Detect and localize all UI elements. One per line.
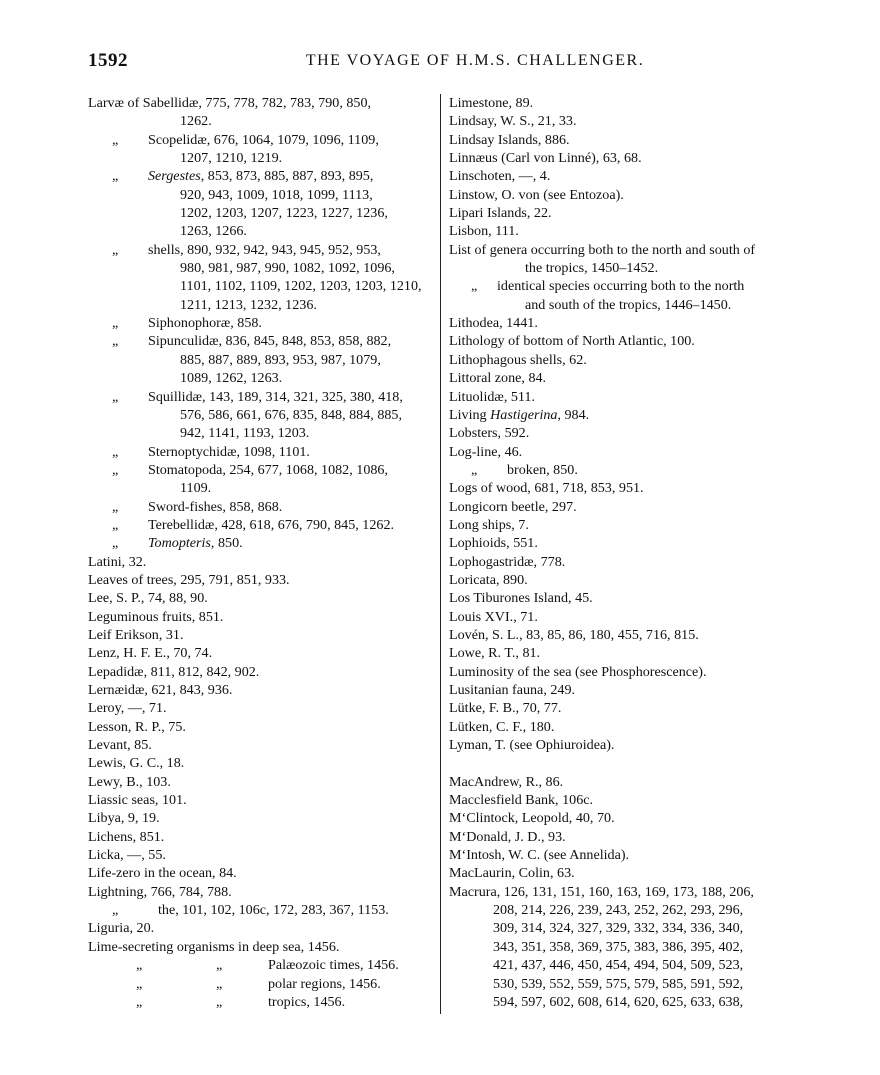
entry-text: Los Tiburones Island, 45. bbox=[449, 590, 593, 607]
entry-text: Lütke, F. B., 70, 77. bbox=[449, 700, 562, 717]
entry-text: and south of the tropics, 1446–1450. bbox=[525, 296, 732, 313]
index-entry-line bbox=[449, 846, 799, 864]
entry-text: Lisbon, 111. bbox=[449, 223, 519, 240]
entry-text: Leguminous fruits, 851. bbox=[88, 608, 224, 625]
entry-text: Luminosity of the sea (see Phosphorescence). bbox=[449, 663, 707, 680]
entry-text: Larvæ of Sabellidæ, 775, 778, 782, 783, 790, 850, bbox=[88, 95, 372, 111]
index-entry-line bbox=[449, 222, 799, 240]
index-entry-line bbox=[88, 736, 438, 754]
entry-text: 1089, 1262, 1263. bbox=[180, 370, 283, 387]
entry-text: 885, 887, 889, 893, 953, 987, 1079, bbox=[180, 351, 381, 368]
entry-text: Lee, S. P., 74, 88, 90. bbox=[88, 590, 208, 607]
index-entry-line bbox=[449, 369, 799, 387]
entry-text: Sergestes, 853, 873, 885, 887, 893, 895, bbox=[148, 168, 374, 185]
entry-text: 309, 314, 324, 327, 329, 332, 334, 336, 340, bbox=[493, 920, 744, 937]
index-entry-line bbox=[449, 919, 799, 937]
entry-text: 208, 214, 226, 239, 243, 252, 262, 293, 296, bbox=[493, 902, 744, 919]
index-entry-line bbox=[88, 369, 438, 387]
entry-text: identical species occurring both to the north bbox=[497, 278, 745, 295]
entry-text: tropics, 1456. bbox=[268, 993, 346, 1010]
entry-text: Sword-fishes, 858, 868. bbox=[148, 498, 283, 515]
index-entry-line bbox=[449, 131, 799, 149]
entry-italic: Hastigerina bbox=[490, 406, 558, 423]
entry-pages: , 850. bbox=[210, 535, 243, 552]
index-entry-line bbox=[88, 534, 438, 552]
ditto-mark: „ bbox=[471, 278, 478, 295]
entry-text: Lindsay Islands, 886. bbox=[449, 131, 570, 148]
index-entry-line bbox=[449, 241, 799, 259]
index-entry-line bbox=[449, 186, 799, 204]
entry-text: Liguria, 20. bbox=[88, 920, 155, 937]
index-entry-line bbox=[449, 406, 799, 424]
entry-text: Life-zero in the ocean, 84. bbox=[88, 865, 237, 882]
index-entry-line bbox=[88, 443, 438, 461]
entry-text: Limestone, 89. bbox=[449, 95, 534, 111]
entry-text: Louis XVI., 71. bbox=[449, 608, 538, 625]
entry-text: 980, 981, 987, 990, 1082, 1092, 1096, bbox=[180, 260, 395, 277]
index-entry-line bbox=[449, 94, 799, 112]
index-entry-line bbox=[88, 718, 438, 736]
entry-text: polar regions, 1456. bbox=[268, 975, 381, 992]
ditto-mark: „ bbox=[112, 535, 119, 552]
index-entry-line bbox=[449, 644, 799, 662]
index-entry-line bbox=[88, 846, 438, 864]
index-entry-line bbox=[449, 314, 799, 332]
index-entry-line bbox=[88, 204, 438, 222]
index-entry-line bbox=[449, 938, 799, 956]
entry-text: Macrura, 126, 131, 151, 160, 163, 169, 173, 188, 206, bbox=[449, 883, 754, 900]
index-entry-line bbox=[449, 332, 799, 350]
index-entry-line bbox=[449, 259, 799, 277]
index-entry-line bbox=[88, 259, 438, 277]
entry-text: Lewis, G. C., 18. bbox=[88, 755, 185, 772]
ditto-mark: „ bbox=[136, 975, 143, 992]
ditto-mark: „ bbox=[112, 902, 119, 919]
index-entry-line bbox=[88, 479, 438, 497]
entry-text: Lepadidæ, 811, 812, 842, 902. bbox=[88, 663, 260, 680]
entry-text: the, 101, 102, 106c, 172, 283, 367, 1153. bbox=[158, 902, 389, 919]
entry-text: Littoral zone, 84. bbox=[449, 370, 547, 387]
entry-text: Liassic seas, 101. bbox=[88, 792, 187, 809]
ditto-mark: „ bbox=[216, 993, 223, 1010]
ditto-mark: „ bbox=[112, 516, 119, 533]
index-entry-line bbox=[88, 864, 438, 882]
index-entry-line bbox=[449, 791, 799, 809]
index-entry-line bbox=[88, 277, 438, 295]
entry-text: 594, 597, 602, 608, 614, 620, 625, 633, 638, bbox=[493, 993, 744, 1010]
index-entry-line bbox=[88, 516, 438, 534]
entry-text: Log-line, 46. bbox=[449, 443, 523, 460]
entry-text: 1109. bbox=[180, 480, 212, 497]
index-entry-line bbox=[449, 883, 799, 901]
index-entry-line bbox=[449, 296, 799, 314]
entry-text: 1207, 1210, 1219. bbox=[180, 150, 283, 167]
index-entry-line bbox=[449, 277, 799, 295]
ditto-mark: „ bbox=[112, 498, 119, 515]
index-entry-line bbox=[449, 663, 799, 681]
entry-text: Leroy, —, 71. bbox=[88, 700, 167, 717]
ditto-mark: „ bbox=[471, 461, 478, 478]
index-entry-line bbox=[449, 901, 799, 919]
ditto-mark: „ bbox=[136, 957, 143, 974]
entry-text: 343, 351, 358, 369, 375, 383, 386, 395, 402, bbox=[493, 938, 744, 955]
entry-text: Longicorn beetle, 297. bbox=[449, 498, 577, 515]
index-entry-line bbox=[449, 626, 799, 644]
index-entry-line bbox=[88, 663, 438, 681]
index-entry-line bbox=[88, 186, 438, 204]
index-entry-line bbox=[449, 553, 799, 571]
index-entry-line bbox=[449, 351, 799, 369]
page-header bbox=[88, 50, 792, 76]
index-entry-line bbox=[449, 516, 799, 534]
index-entry-line bbox=[88, 461, 438, 479]
entry-text: 576, 586, 661, 676, 835, 848, 884, 885, bbox=[180, 406, 402, 423]
entry-text: Lituolidæ, 511. bbox=[449, 388, 536, 405]
entry-text: Leaves of trees, 295, 791, 851, 933. bbox=[88, 571, 290, 588]
entry-text: Lithology of bottom of North Atlantic, 100. bbox=[449, 333, 695, 350]
entry-text: the tropics, 1450–1452. bbox=[525, 260, 659, 277]
entry-text: 530, 539, 552, 559, 575, 579, 585, 591, 592, bbox=[493, 975, 744, 992]
index-entry-line bbox=[88, 791, 438, 809]
index-entry-line bbox=[449, 809, 799, 827]
entry-text: Levant, 85. bbox=[88, 737, 152, 754]
entry-text: Lindsay, W. S., 21, 33. bbox=[449, 113, 577, 130]
entry-text: 1262. bbox=[180, 113, 212, 130]
index-entry-line bbox=[88, 956, 438, 974]
entry-text: broken, 850. bbox=[507, 461, 578, 478]
index-entry-line bbox=[449, 424, 799, 442]
index-entry-line bbox=[449, 975, 799, 993]
ditto-mark: „ bbox=[136, 993, 143, 1010]
entry-text: Lichens, 851. bbox=[88, 828, 165, 845]
entry-text: M‘Intosh, W. C. (see Annelida). bbox=[449, 847, 630, 864]
index-entry-line bbox=[88, 644, 438, 662]
ditto-mark: „ bbox=[112, 461, 119, 478]
index-entry-line bbox=[88, 901, 438, 919]
entry-text: 1263, 1266. bbox=[180, 223, 247, 240]
index-entry-line bbox=[88, 919, 438, 937]
entry-text: Living Hastigerina, 984. bbox=[449, 406, 590, 423]
index-entry-line bbox=[88, 498, 438, 516]
entry-text: Linschoten, —, 4. bbox=[449, 168, 551, 185]
entry-text: MacAndrew, R., 86. bbox=[449, 773, 564, 790]
index-entry-line bbox=[449, 699, 799, 717]
index-entry-line bbox=[88, 589, 438, 607]
entry-text: Lipari Islands, 22. bbox=[449, 205, 552, 222]
ditto-mark: „ bbox=[216, 975, 223, 992]
index-entry-line bbox=[449, 112, 799, 130]
entry-text: Lovén, S. L., 83, 85, 86, 180, 455, 716, 815. bbox=[449, 626, 699, 643]
section-gap bbox=[449, 754, 799, 772]
entry-text: Scopelidæ, 676, 1064, 1079, 1096, 1109, bbox=[148, 131, 379, 148]
index-entry-line bbox=[88, 553, 438, 571]
entry-text: Tomopteris, 850. bbox=[148, 535, 243, 552]
index-entry-line bbox=[449, 204, 799, 222]
index-entry-line bbox=[449, 828, 799, 846]
index-entry-line bbox=[88, 938, 438, 956]
index-entry-line bbox=[88, 699, 438, 717]
entry-text: Lophogastridæ, 778. bbox=[449, 553, 566, 570]
entry-text: 1101, 1102, 1109, 1202, 1203, 1203, 1210, bbox=[180, 278, 422, 295]
index-entry-line bbox=[88, 149, 438, 167]
ditto-mark: „ bbox=[112, 315, 119, 332]
index-entry-line bbox=[449, 589, 799, 607]
ditto-mark: „ bbox=[216, 957, 223, 974]
entry-text: M‘Donald, J. D., 93. bbox=[449, 828, 566, 845]
entry-text: Lightning, 766, 784, 788. bbox=[88, 883, 232, 900]
ditto-mark: „ bbox=[112, 388, 119, 405]
index-column-right bbox=[449, 94, 799, 1011]
entry-pages: , 984. bbox=[557, 406, 590, 423]
entry-text: Lernæidæ, 621, 843, 936. bbox=[88, 682, 233, 698]
index-entry-line bbox=[449, 956, 799, 974]
entry-text: Lusitanian fauna, 249. bbox=[449, 682, 576, 698]
index-entry-line bbox=[88, 975, 438, 993]
ditto-mark: „ bbox=[112, 241, 119, 258]
entry-text: Sipunculidæ, 836, 845, 848, 853, 858, 882, bbox=[148, 333, 392, 350]
index-entry-line bbox=[88, 626, 438, 644]
index-entry-line bbox=[449, 608, 799, 626]
index-entry-line bbox=[88, 314, 438, 332]
index-entry-line bbox=[88, 883, 438, 901]
entry-text: 1202, 1203, 1207, 1223, 1227, 1236, bbox=[180, 205, 388, 222]
entry-text: Lithophagous shells, 62. bbox=[449, 351, 587, 368]
ditto-mark: „ bbox=[112, 333, 119, 350]
index-entry-line bbox=[88, 571, 438, 589]
index-entry-line bbox=[449, 736, 799, 754]
index-entry-line bbox=[88, 351, 438, 369]
index-column-left bbox=[88, 94, 438, 1011]
index-entry-line bbox=[88, 131, 438, 149]
entry-text: shells, 890, 932, 942, 943, 945, 952, 953, bbox=[148, 241, 381, 258]
index-entry-line bbox=[449, 773, 799, 791]
entry-text: Lewy, B., 103. bbox=[88, 773, 171, 790]
index-entry-line bbox=[449, 479, 799, 497]
running-title: THE VOYAGE OF H.M.S. CHALLENGER. bbox=[305, 52, 645, 69]
entry-text: 421, 437, 446, 450, 454, 494, 504, 509, 523, bbox=[493, 957, 744, 974]
index-entry-line bbox=[449, 681, 799, 699]
index-entry-line bbox=[449, 388, 799, 406]
index-entry-line bbox=[88, 406, 438, 424]
index-entry-line bbox=[88, 241, 438, 259]
entry-text: Lütken, C. F., 180. bbox=[449, 718, 555, 735]
index-entry-line bbox=[88, 112, 438, 130]
index-entry-line bbox=[449, 718, 799, 736]
entry-text: Lime-secreting organisms in deep sea, 1456. bbox=[88, 938, 340, 955]
index-entry-line bbox=[88, 167, 438, 185]
entry-text: Lenz, H. F. E., 70, 74. bbox=[88, 645, 213, 662]
entry-text: Linstow, O. von (see Entozoa). bbox=[449, 186, 624, 203]
entry-text: Logs of wood, 681, 718, 853, 951. bbox=[449, 480, 644, 497]
page-number: 1592 bbox=[88, 50, 128, 71]
index-entry-line bbox=[449, 498, 799, 516]
entry-pages: , 853, 873, 885, 887, 893, 895, bbox=[200, 168, 374, 185]
entry-text: Linnæus (Carl von Linné), 63, 68. bbox=[449, 150, 642, 167]
index-entry-line bbox=[88, 424, 438, 442]
index-entry-line bbox=[88, 388, 438, 406]
index-entry-line bbox=[88, 222, 438, 240]
entry-text: Loricata, 890. bbox=[449, 571, 528, 588]
index-entry-line bbox=[449, 534, 799, 552]
entry-text: Leif Erikson, 31. bbox=[88, 626, 184, 643]
entry-text: 1211, 1213, 1232, 1236. bbox=[180, 296, 317, 313]
entry-text: Macclesfield Bank, 106c. bbox=[449, 792, 594, 809]
entry-text: Lithodea, 1441. bbox=[449, 315, 538, 332]
ditto-mark: „ bbox=[112, 131, 119, 148]
entry-text: Lophioids, 551. bbox=[449, 535, 538, 552]
ditto-mark: „ bbox=[112, 168, 119, 185]
entry-text: Lesson, R. P., 75. bbox=[88, 718, 186, 735]
entry-text: Stomatopoda, 254, 677, 1068, 1082, 1086, bbox=[148, 461, 388, 478]
entry-text: Libya, 9, 19. bbox=[88, 810, 160, 827]
index-entry-line bbox=[449, 993, 799, 1011]
column-divider bbox=[440, 94, 441, 1014]
index-entry-line bbox=[449, 571, 799, 589]
entry-text: Lowe, R. T., 81. bbox=[449, 645, 541, 662]
index-entry-line bbox=[88, 773, 438, 791]
entry-text: Lyman, T. (see Ophiuroidea). bbox=[449, 737, 615, 754]
entry-text: Sternoptychidæ, 1098, 1101. bbox=[148, 443, 310, 460]
entry-text: Terebellidæ, 428, 618, 676, 790, 845, 1262. bbox=[148, 516, 395, 533]
entry-text: Palæozoic times, 1456. bbox=[268, 957, 399, 974]
entry-text: M‘Clintock, Leopold, 40, 70. bbox=[449, 810, 615, 827]
entry-text: 920, 943, 1009, 1018, 1099, 1113, bbox=[180, 186, 373, 203]
entry-text: Long ships, 7. bbox=[449, 516, 529, 533]
entry-text: MacLaurin, Colin, 63. bbox=[449, 865, 575, 882]
entry-text: Latini, 32. bbox=[88, 553, 147, 570]
index-entry-line bbox=[449, 149, 799, 167]
index-entry-line bbox=[449, 167, 799, 185]
entry-text: Licka, —, 55. bbox=[88, 847, 166, 864]
index-entry-line bbox=[88, 809, 438, 827]
index-entry-line bbox=[449, 864, 799, 882]
index-entry-line bbox=[88, 681, 438, 699]
entry-text: Lobsters, 592. bbox=[449, 425, 530, 442]
index-entry-line bbox=[88, 94, 438, 112]
index-entry-line bbox=[88, 754, 438, 772]
index-entry-line bbox=[88, 828, 438, 846]
entry-text: List of genera occurring both to the north and south of bbox=[449, 241, 756, 258]
index-entry-line bbox=[449, 461, 799, 479]
entry-text: Squillidæ, 143, 189, 314, 321, 325, 380, 418, bbox=[148, 388, 403, 405]
index-entry-line bbox=[88, 993, 438, 1011]
entry-text: 942, 1141, 1193, 1203. bbox=[180, 425, 310, 442]
index-entry-line bbox=[88, 296, 438, 314]
index-entry-line bbox=[449, 443, 799, 461]
ditto-mark: „ bbox=[112, 443, 119, 460]
index-entry-line bbox=[88, 608, 438, 626]
entry-text: Siphonophoræ, 858. bbox=[148, 315, 262, 332]
index-entry-line bbox=[88, 332, 438, 350]
